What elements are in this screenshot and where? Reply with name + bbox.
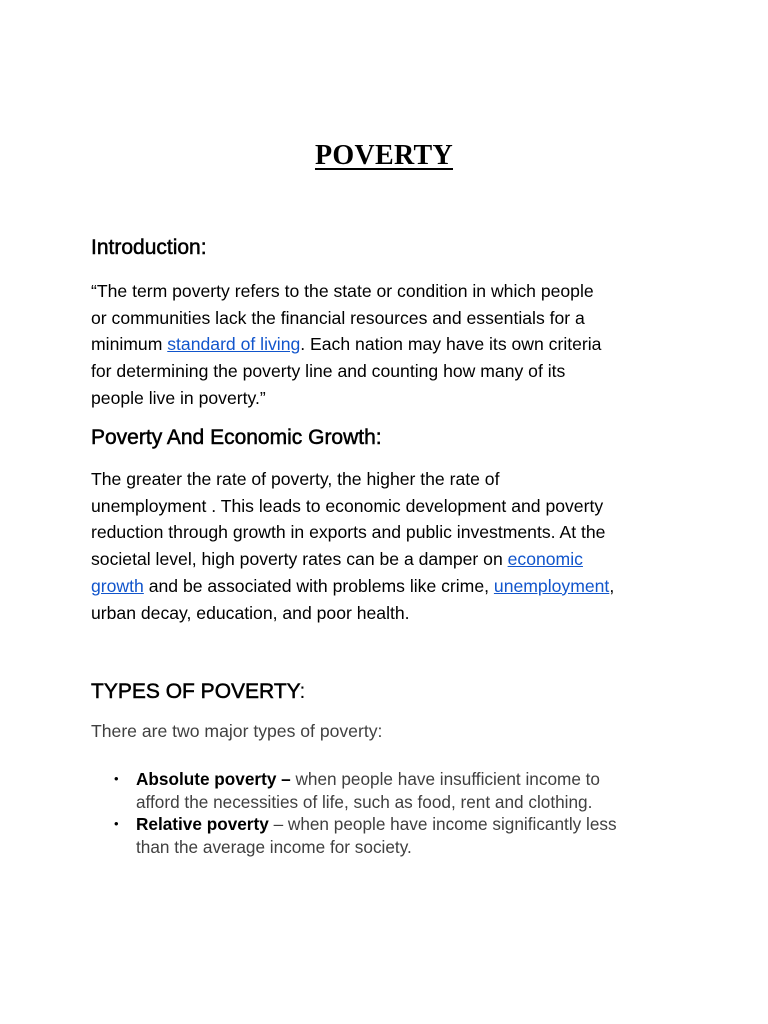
bullet-line-1 — [136, 768, 768, 791]
growth-line-5-mid: and be associated with problems like crime, — [143, 575, 494, 596]
growth-line-5 — [91, 573, 691, 600]
absolute-poverty-desc-2: afford the necessities of life, such as food, rent and clothing. — [136, 791, 593, 812]
growth-line-4 — [91, 546, 691, 573]
growth-line-5-post: , — [609, 575, 615, 596]
bullet-icon: • — [114, 771, 119, 786]
introduction-heading: Introduction: — [91, 236, 207, 259]
relative-poverty-desc-1: – when people have income significantly less — [268, 814, 617, 834]
economic-growth-paragraph — [91, 466, 691, 626]
standard-of-living-link[interactable]: standard of living — [167, 334, 301, 355]
introduction-paragraph — [91, 278, 691, 412]
types-intro-text: There are two major types of poverty: — [91, 721, 383, 741]
relative-poverty-desc-2: than the average income for society. — [136, 836, 412, 857]
types-heading-colon: : — [299, 680, 306, 703]
types-heading-text: TYPES OF POVERTY — [91, 680, 300, 703]
growth-line-2: unemployment . This leads to economic development and poverty — [91, 495, 604, 516]
list-item — [114, 813, 768, 858]
economic-growth-link-part2[interactable]: growth — [91, 575, 144, 596]
intro-line-3-pre: minimum — [91, 334, 168, 355]
intro-line-2: or communities lack the financial resources and essentials for a — [91, 307, 585, 328]
types-bullet-list — [0, 768, 768, 858]
growth-line-6: urban decay, education, and poor health. — [91, 602, 410, 623]
growth-line-4-pre: societal level, high poverty rates can be a damper on — [91, 549, 508, 570]
bullet-line-1 — [136, 813, 768, 836]
bullet-icon: • — [114, 816, 119, 831]
intro-line-3-post: . Each nation may have its own criteria — [300, 334, 602, 355]
intro-line-5: people live in poverty.” — [91, 387, 266, 408]
list-item — [114, 768, 768, 813]
types-of-poverty-heading — [91, 680, 305, 704]
absolute-poverty-desc-1: when people have insufficient income to — [290, 769, 600, 789]
growth-line-3: reduction through growth in exports and public investments. At the — [91, 522, 606, 543]
unemployment-link[interactable]: unemployment — [493, 575, 610, 596]
economic-growth-link-part1[interactable]: economic — [507, 549, 583, 570]
relative-poverty-term: Relative poverty — [136, 814, 269, 834]
absolute-poverty-term: Absolute poverty – — [136, 769, 291, 789]
intro-line-1: “The term poverty refers to the state or condition in which people — [91, 281, 594, 301]
intro-line-4: for determining the poverty line and counting how many of its — [91, 361, 566, 382]
intro-line-3 — [91, 331, 691, 358]
economic-growth-heading: Poverty And Economic Growth: — [91, 426, 382, 449]
growth-line-1: The greater the rate of poverty, the higher the rate of — [91, 469, 500, 489]
page-title: POVERTY — [314, 140, 453, 171]
